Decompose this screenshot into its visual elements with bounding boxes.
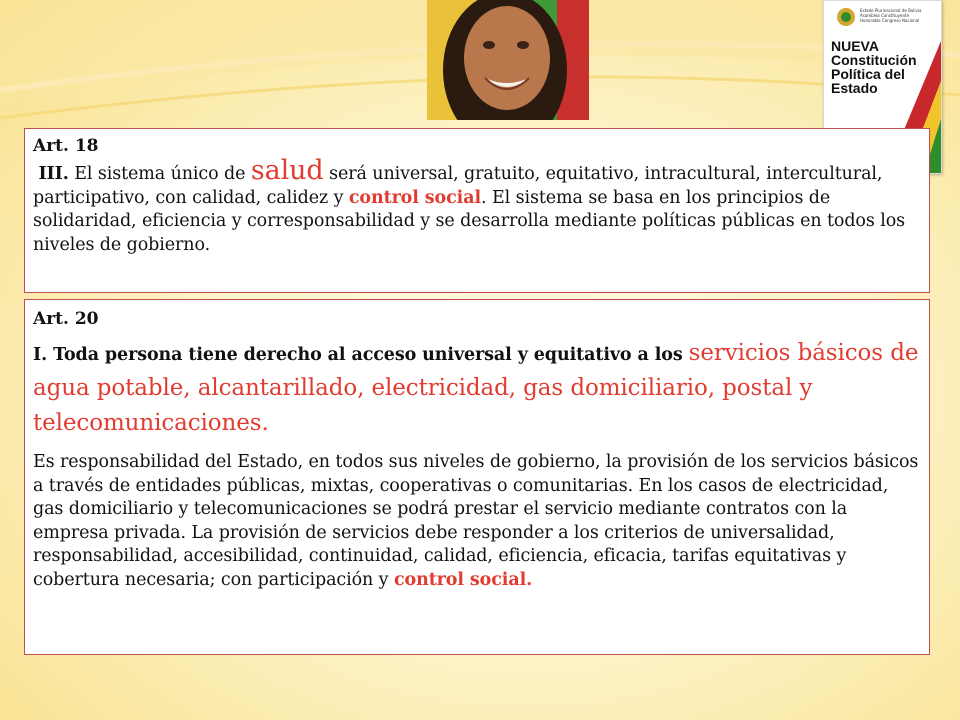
article-18-box [24,128,930,293]
article-18-text: III. El sistema único de salud será universal, gratuito, equitativo, intracultural, intercultural, participativo, con calidad, calidez y control social. El sistema se basa en los principios de solidaridad, eficiencia y corresponsabilidad y se desarrolla mediante políticas públicas en todos los niveles de gobierno. [33,155,906,255]
cover-title: NUEVA Constitución Política del Estado [831,38,917,96]
article-20-title: Art. 20 [33,309,99,329]
services-highlight: básicos de agua potable, alcantarillado, electricidad, gas domiciliario, postal y telecomunicaciones. [33,340,919,436]
child-photo [427,0,589,120]
article-20-section-i: I. Toda persona tiene derecho al acceso universal y equitativo a los servicios básicos de agua potable, alcantarillado, electricidad, gas domiciliario, postal y telecomunicaciones. [33,340,919,436]
services-highlight-start: servicios [688,340,791,366]
health-highlight: salud [250,155,324,186]
article-18-title: Art. 18 [33,136,99,156]
social-control-highlight: control social [348,187,482,208]
article-20-responsibility-text: Es responsabilidad del Estado, en todos sus niveles de gobierno, la provisión de los servicios básicos a través de entidades públicas, mixtas, cooperativas o comunitarias. En los casos de electricidad, gas domiciliario y telecomunicaciones se podrá prestar el servicio mediante contratos con la empresa privada. La provisión de servicios debe responder a los criterios de universalidad, responsabilidad, accesibilidad, continuidad, calidad, eficiencia, eficacia, tarifas equitativas y cobertura necesaria; con participación y control social. [33,452,919,590]
crest-text: Estado Plurinacional de Bolivia Asamblea Constituyente Honorable Congreso Nacional [860,8,922,23]
article-20-box [24,299,930,655]
social-control-highlight-2: control social. [393,569,533,590]
